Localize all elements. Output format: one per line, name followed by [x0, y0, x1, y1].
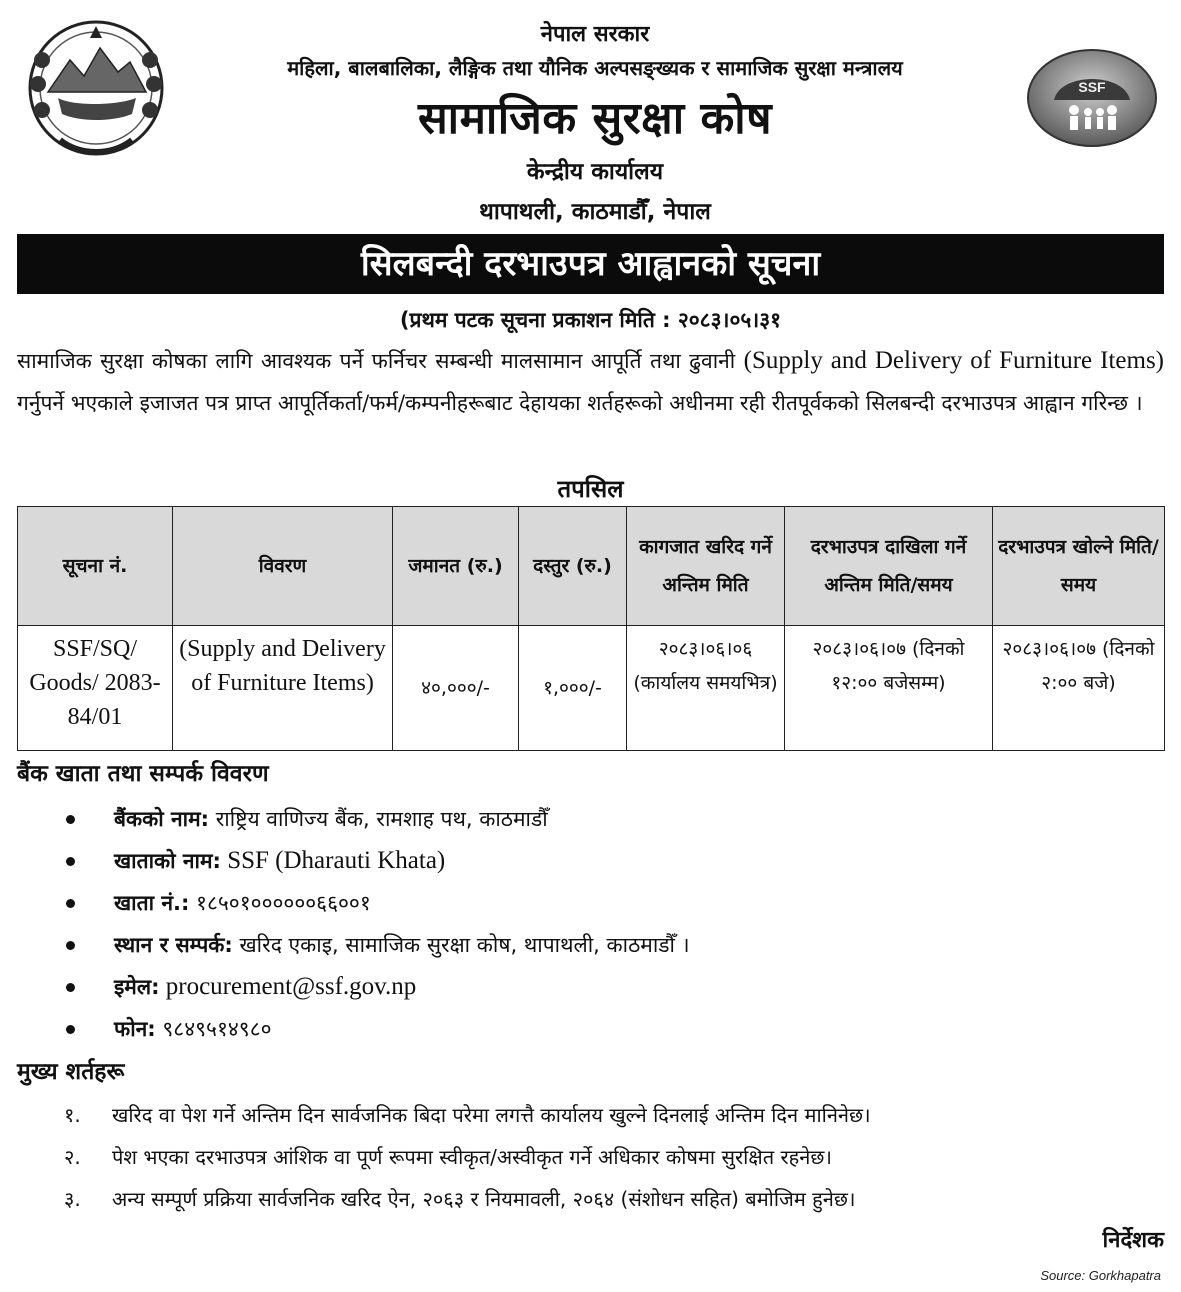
list-item: [64, 1008, 690, 1050]
bullet-icon: [66, 983, 75, 992]
list-item: [64, 798, 690, 840]
address-heading: थापाथली, काठमाडौँ, नेपाल: [479, 199, 711, 225]
term-text: पेश भएका दरभाउपत्र आंशिक वा पूर्ण रूपमा स्वीकृत/अस्वीकृत गर्ने अधिकार कोषमा सुरक्षित रहनेछ।: [112, 1145, 832, 1169]
bullet-icon: [66, 899, 75, 908]
term-number: ३.: [64, 1187, 81, 1211]
list-item: [64, 840, 690, 882]
bank-item-value: राष्ट्रिय वाणिज्य बैंक, रामशाह पथ, काठमाडौँ: [209, 807, 548, 831]
list-item: [64, 882, 690, 924]
header-doc-purchase-deadline: कागजात खरिद गर्ने अन्तिम मिति: [627, 507, 785, 626]
header-description: विवरण: [173, 507, 393, 626]
office-heading: केन्द्रीय कार्यालय: [526, 159, 664, 185]
bank-item-label: खाता नं.:: [114, 891, 190, 915]
header-opening-time: दरभाउपत्र खोल्ने मिति/समय: [993, 507, 1165, 626]
notice-title-banner: सिलबन्दी दरभाउपत्र आह्वानको सूचना: [17, 234, 1164, 294]
list-item: [64, 1094, 1164, 1136]
signatory: निर्देशक: [1102, 1228, 1164, 1253]
cell-fee: १,०००/-: [519, 626, 627, 751]
tender-table: [17, 506, 1165, 751]
cell-submission-deadline: २०८३।०६।०७ (दिनको १२:०० बजेसम्म): [785, 626, 993, 751]
bank-item-label: स्थान र सम्पर्क:: [114, 933, 233, 957]
bank-item-value: १८५०१००००००६६००१: [189, 891, 371, 915]
publication-date: (प्रथम पटक सूचना प्रकाशन मिति : २०८३।०५।३१: [399, 308, 782, 332]
bank-item-label: खाताको नाम:: [114, 849, 221, 873]
bullet-icon: [66, 815, 75, 824]
bullet-icon: [66, 1025, 75, 1034]
bank-item-label: इमेल:: [114, 975, 160, 999]
bank-details-list: [64, 798, 690, 1050]
cell-description: (Supply and Delivery of Furniture Items): [173, 626, 393, 751]
term-number: १.: [64, 1103, 81, 1127]
term-number: २.: [64, 1145, 81, 1169]
list-item: [64, 966, 690, 1008]
intro-text-part1: सामाजिक सुरक्षा कोषका लागि आवश्यक पर्ने फर्निचर सम्बन्धी मालसामान आपूर्ति तथा ढुवानी: [17, 349, 744, 373]
intro-text-latin: (Supply and Delivery of Furniture Items): [743, 347, 1164, 374]
term-text: अन्य सम्पूर्ण प्रक्रिया सार्वजनिक खरिद ऐन, २०६३ र नियमावली, २०६४ (संशोधन सहित) बमोजिम हुनेछ।: [112, 1187, 856, 1211]
cell-opening-time: २०८३।०६।०७ (दिनको २:०० बजे): [993, 626, 1165, 751]
organization-title: सामाजिक सुरक्षा कोष: [417, 93, 773, 144]
list-item: [64, 924, 690, 966]
bank-item-label: बैंकको नाम:: [114, 807, 210, 831]
term-text: खरिद वा पेश गर्ने अन्तिम दिन सार्वजनिक बिदा परेमा लगत्तै कार्यालय खुल्ने दिनलाई अन्तिम दिन मानिनेछ।: [112, 1103, 871, 1127]
ssf-logo-text: SSF: [1078, 79, 1106, 95]
bullet-icon: [66, 941, 75, 950]
table-row: [18, 626, 1165, 751]
bank-item-label: फोन:: [114, 1017, 156, 1041]
terms-section-title: मुख्य शर्तहरू: [17, 1059, 125, 1085]
nepal-government-emblem-icon: [20, 14, 172, 164]
ssf-umbrella-family-logo-icon: [1026, 48, 1158, 148]
government-heading: नेपाल सरकार: [540, 22, 650, 47]
header-submission-deadline: दरभाउपत्र दाखिला गर्ने अन्तिम मिति/समय: [785, 507, 993, 626]
header-notice-no: सूचना नं.: [18, 507, 173, 626]
ministry-heading: महिला, बालबालिका, लैङ्गिक तथा यौनिक अल्पसङ्ख्यक र सामाजिक सुरक्षा मन्त्रालय: [287, 56, 903, 80]
terms-list: [64, 1094, 1164, 1220]
header-security: जमानत (रु.): [393, 507, 519, 626]
bank-item-value: ९८४९५१४९८०: [155, 1017, 272, 1041]
cell-notice-no: SSF/SQ/ Goods/ 2083-84/01: [18, 626, 173, 751]
list-item: [64, 1136, 1164, 1178]
intro-paragraph: [17, 340, 1164, 424]
intro-text-part2: गर्नुपर्ने भएकाले इजाजत पत्र प्राप्त आपूर्तिकर्ता/फर्म/कम्पनीहरूबाट देहायका शर्तहरूको अधीनमा रही रीतपूर्वकको सिलबन्दी दरभाउपत्र आह्वान गरिन्छ ।: [17, 391, 1143, 415]
bank-item-value: SSF (Dharauti Khata): [220, 847, 446, 874]
bank-item-value: खरिद एकाइ, सामाजिक सुरक्षा कोष, थापाथली, काठमाडौँ ।: [232, 933, 690, 957]
table-header-row: [18, 507, 1165, 626]
schedule-caption: तपसिल: [557, 475, 624, 503]
source-credit: Source: Gorkhapatra: [1040, 1268, 1161, 1283]
bank-section-title: बैंक खाता तथा सम्पर्क विवरण: [17, 761, 269, 787]
cell-security: ४०,०००/-: [393, 626, 519, 751]
list-item: [64, 1178, 1164, 1220]
cell-doc-purchase-deadline: २०८३।०६।०६ (कार्यालय समयभित्र): [627, 626, 785, 751]
bullet-icon: [66, 857, 75, 866]
header-fee: दस्तुर (रु.): [519, 507, 627, 626]
email-link[interactable]: procurement@ssf.gov.np: [159, 973, 417, 1000]
